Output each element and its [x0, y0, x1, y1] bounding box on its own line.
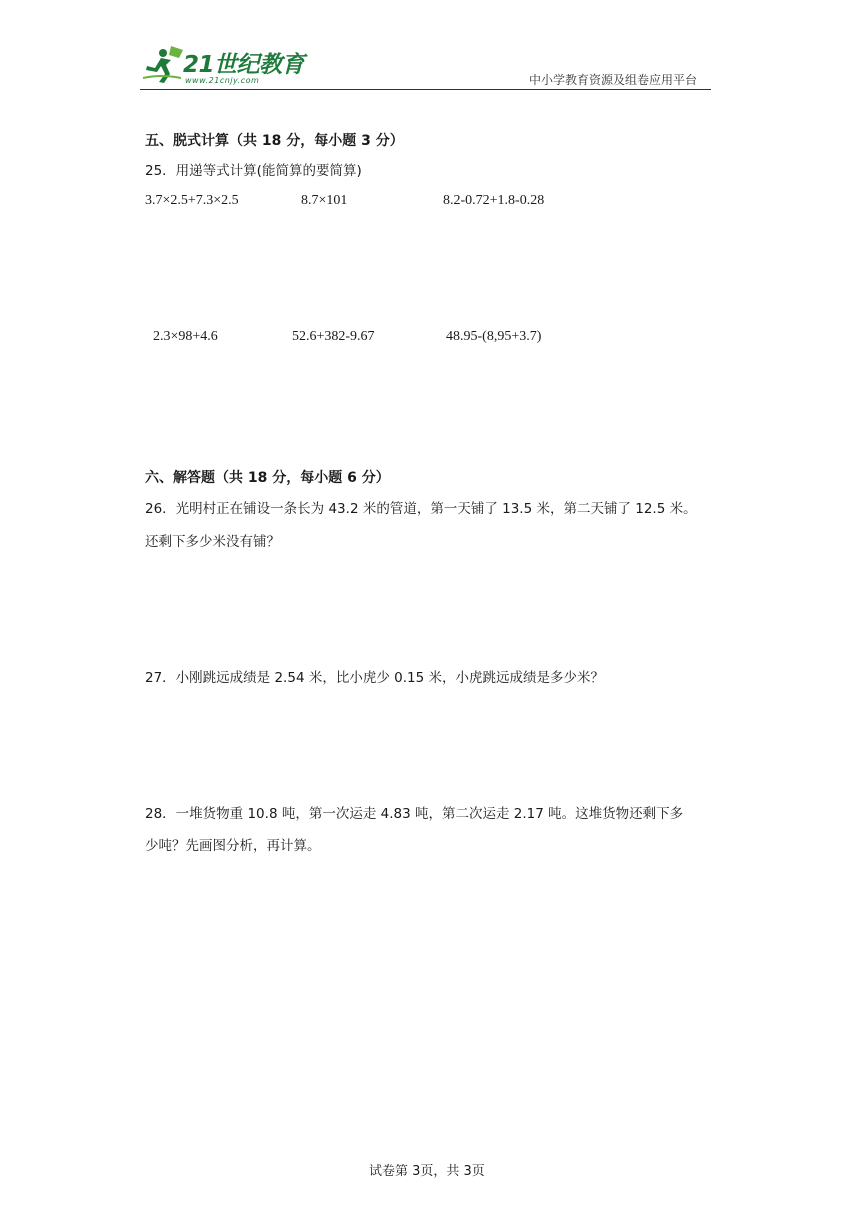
logo-url: www.21cnjy.com — [185, 76, 260, 85]
expression-6: 48.95-(8,95+3.7) — [446, 329, 542, 344]
expression-4: 2.3×98+4.6 — [153, 329, 218, 344]
expression-1: 3.7×2.5+7.3×2.5 — [145, 193, 239, 208]
expression-3: 8.2-0.72+1.8-0.28 — [443, 193, 545, 208]
site-logo — [141, 44, 311, 90]
question-26-line-2: 还剩下多少米没有铺？ — [145, 534, 280, 550]
header-divider — [140, 89, 711, 90]
page-footer: 试卷第 3页，共 3页 — [369, 1164, 485, 1179]
logo-text: 21世纪教育 — [183, 52, 305, 78]
question-27: 27．小刚跳远成绩是 2.54 米，比小虎少 0.15 米，小虎跳远成绩是多少米？ — [145, 670, 604, 686]
expression-5: 52.6+382-9.67 — [292, 329, 375, 344]
question-26-line-1: 26．光明村正在铺设一条长为 43.2 米的管道，第一天铺了 13.5 米，第二天铺了 12.5 米。 — [145, 501, 697, 517]
section-6-title: 六、解答题（共 18 分，每小题 6 分） — [145, 470, 390, 486]
question-28-line-1: 28．一堆货物重 10.8 吨，第一次运走 4.83 吨，第二次运走 2.17 吨。这堆货物还剩下多 — [145, 806, 684, 822]
question-25: 25．用递等式计算(能简算的要简算) — [145, 163, 362, 179]
platform-name: 中小学教育资源及组卷应用平台 — [529, 73, 698, 87]
section-5-title: 五、脱式计算（共 18 分，每小题 3 分） — [145, 133, 404, 149]
expression-2: 8.7×101 — [301, 193, 348, 208]
runner-logo-icon — [141, 44, 185, 84]
question-28-line-2: 少吨？先画图分析，再计算。 — [145, 838, 321, 854]
